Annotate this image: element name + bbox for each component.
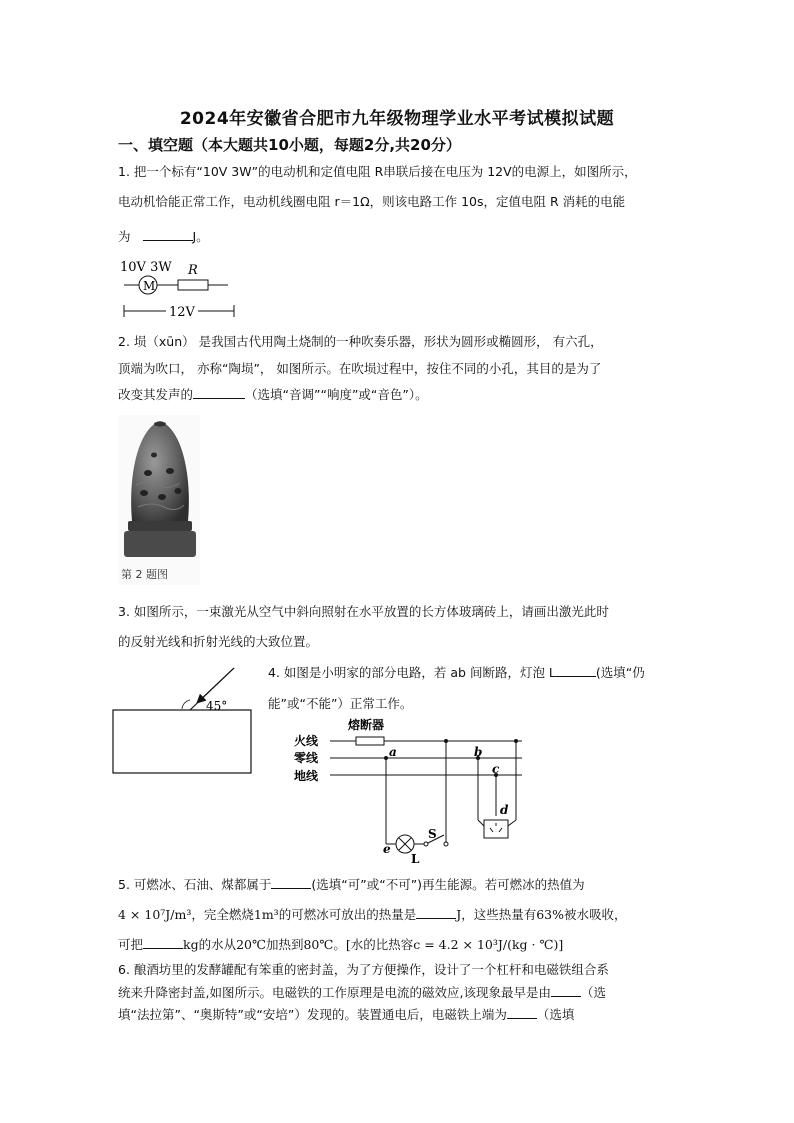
socket-wire	[478, 820, 484, 826]
q6-line-3-tail: （选填	[536, 1007, 575, 1022]
finger-hole	[151, 453, 157, 458]
q4-prefix: 4. 如图是小明家的部分电路，若 ab 间断路，灯泡 L	[268, 665, 556, 680]
point-c: c	[492, 762, 500, 776]
q4-answer-blank[interactable]	[556, 664, 596, 677]
q3-line-1: 3. 如图所示，一束激光从空气中斜向照射在水平放置的长方体玻璃砖上，请画出激光此时	[118, 604, 609, 619]
q1-prefix: 为	[118, 229, 131, 244]
q5-line-1	[118, 876, 585, 893]
glass-brick	[113, 710, 251, 773]
q4-household-circuit	[290, 716, 530, 866]
point-e: e	[383, 842, 391, 856]
q1-line-1: 1. 把一个标有“10V 3W”的电动机和定值电阻 R串联后接在电压为 12V的电源上，如图所示，	[118, 164, 637, 179]
lamp-label: L	[411, 852, 420, 866]
q1-circuit-figure	[116, 255, 246, 325]
q5-options: (选填“可”或“不可”)再生能源。若可燃冰的热值为	[311, 877, 585, 892]
point-b: b	[474, 745, 483, 759]
motor-letter: M	[143, 279, 156, 293]
page-title: 2024年安徽省合肥市九年级物理学业水平考试模拟试题	[179, 109, 615, 129]
ground-wire-label: 地线	[294, 769, 319, 783]
finger-hole	[144, 470, 152, 476]
q5-prefix: 5. 可燃冰、石油、煤都属于	[118, 877, 272, 892]
live-wire-label: 火线	[294, 734, 319, 748]
q4-line-2: 能”或“不能”）正常工作。	[268, 696, 413, 711]
resistor-symbol	[178, 280, 208, 290]
q4-line-1	[268, 664, 645, 681]
angle-label: 45°	[206, 699, 228, 713]
q5-answer-blank-2[interactable]	[416, 906, 456, 919]
socket-hole	[490, 828, 493, 832]
q3-line-2: 的反射光线和折射光线的大致位置。	[118, 634, 319, 649]
q5-line-3b: kg的水从20℃加热到80℃。[水的比热容c = 4.2 × 10³J/(kg · ℃)]	[183, 937, 564, 952]
neutral-wire-label: 零线	[294, 751, 319, 765]
q5-line-2b: J，这些热量有63%被水吸收，	[456, 907, 627, 922]
switch-contact	[444, 842, 448, 846]
xun-photo	[118, 415, 200, 585]
q6-line-2-tail: （选	[580, 985, 606, 1000]
q4-options: (选填“仍	[595, 665, 645, 680]
stand-top	[128, 521, 192, 531]
q1-answer-blank[interactable]	[143, 228, 193, 241]
laser-arrow	[198, 668, 234, 702]
q2-prefix: 改变其发声的	[118, 387, 194, 402]
q2-line-2: 顶端为吹口， 亦称“陶埙”， 如图所示。在吹埙过程中，按住不同的小孔，其目的是为了	[118, 361, 602, 376]
q2-answer-blank[interactable]	[193, 386, 245, 399]
q2-line-1: 2. 埙（xūn） 是我国古代用陶土烧制的一种吹奏乐器，形状为圆形或椭圆形， 有六孔，	[118, 334, 603, 349]
q5-answer-blank-1[interactable]	[271, 876, 311, 889]
q1-line-3	[118, 228, 209, 245]
q6-line-3	[118, 1006, 574, 1023]
q6-line-2	[118, 984, 606, 1001]
socket-wire	[508, 820, 516, 826]
three-pin-socket	[484, 820, 508, 838]
section-heading: 一、填空题（本大题共10小题，每题2分,共20分）	[118, 136, 461, 154]
voltage-label: 12V	[169, 305, 195, 320]
q6-answer-blank-1[interactable]	[551, 984, 581, 997]
q3-laser-figure	[110, 662, 260, 780]
q2-figure-caption: 第 2 题图	[121, 568, 168, 581]
q2-options: （选填“音调”“响度”或“音色”）。	[245, 387, 428, 402]
motor-rating-label: 10V 3W	[120, 260, 172, 275]
q2-line-3	[118, 386, 428, 403]
finger-hole	[166, 468, 174, 474]
q5-line-2a: 4 × 10⁷J/m³，完全燃烧1m³的可燃冰可放出的热量是	[118, 907, 417, 922]
q6-line-2-text: 统来升降密封盖,如图所示。电磁铁的工作原理是电流的磁效应,该现象最早是由	[118, 985, 551, 1000]
resistor-label: R	[188, 263, 198, 278]
fuse-symbol	[356, 737, 384, 745]
finger-hole	[158, 494, 166, 500]
q5-line-3a: 可把	[118, 937, 144, 952]
q6-answer-blank-2[interactable]	[507, 1006, 537, 1019]
finger-hole	[175, 488, 182, 494]
mouth-hole	[154, 422, 166, 427]
q1-line-2: 电动机恰能正常工作，电动机线圈电阻 r＝1Ω，则该电路工作 10s，定值电阻 R 消耗的电能	[118, 194, 626, 209]
q6-line-3-text: 填“法拉第”、“奥斯特”或“安培”）发现的。装置通电后，电磁铁上端为	[118, 1007, 507, 1022]
point-a: a	[389, 745, 397, 759]
finger-hole	[140, 490, 148, 496]
q5-answer-blank-3[interactable]	[143, 936, 183, 949]
socket-hole	[499, 828, 502, 832]
switch-contact	[424, 842, 428, 846]
fuse-label: 熔断器	[348, 718, 385, 732]
point-d: d	[500, 803, 509, 817]
switch-label: S	[428, 827, 437, 841]
angle-arc	[182, 700, 190, 709]
q5-line-2	[118, 906, 627, 923]
q6-line-1: 6. 酿酒坊里的发酵罐配有笨重的密封盖，为了方便操作，设计了一个杠杆和电磁铁组合系	[118, 962, 609, 977]
q5-line-3	[118, 936, 563, 953]
stand-base	[124, 531, 196, 557]
q1-unit: J。	[192, 229, 209, 244]
